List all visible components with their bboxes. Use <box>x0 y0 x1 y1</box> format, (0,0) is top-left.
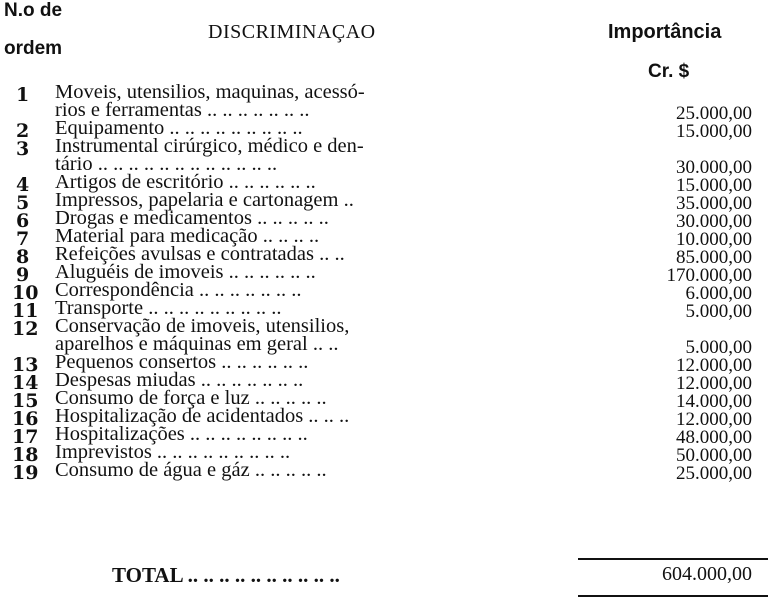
row-number: 6 <box>16 210 30 232</box>
row-amount: 5.000,00 <box>685 301 752 322</box>
row-number: 14 <box>12 372 39 394</box>
row-description: Moveis, utensilios, maquinas, acessó- <box>55 81 365 103</box>
row-description: Artigos de escritório .. .. .. .. .. .. <box>55 171 316 193</box>
total-rule-top <box>578 558 768 560</box>
column-header-amount: Importância <box>608 21 722 43</box>
row-number: 18 <box>12 444 39 466</box>
row-number: 8 <box>16 246 30 268</box>
row-description: Material para medicação .. .. .. .. <box>55 225 320 247</box>
row-description: Conservação de imoveis, utensilios, <box>55 315 350 337</box>
row-number: 13 <box>12 354 39 376</box>
row-description: Consumo de água e gáz .. .. .. .. .. <box>55 459 327 481</box>
row-number: 7 <box>16 228 30 250</box>
row-description: Equipamento .. .. .. .. .. .. .. .. .. <box>55 117 303 139</box>
row-amount: 48.000,00 <box>676 427 752 448</box>
row-description: Hospitalização de acidentados .. .. .. <box>55 405 350 427</box>
row-amount: 5.000,00 <box>685 337 752 358</box>
row-amount: 85.000,00 <box>676 247 752 268</box>
row-amount: 35.000,00 <box>676 193 752 214</box>
column-header-number-line2: ordem <box>4 38 63 59</box>
row-number: 15 <box>12 390 39 412</box>
row-number: 12 <box>12 318 39 340</box>
row-number: 11 <box>12 300 39 322</box>
row-amount: 14.000,00 <box>676 391 752 412</box>
row-amount: 30.000,00 <box>676 211 752 232</box>
row-description: Consumo de força e luz .. .. .. .. .. <box>55 387 327 409</box>
row-amount: 15.000,00 <box>676 175 752 196</box>
row-description: Imprevistos .. .. .. .. .. .. .. .. .. <box>55 441 291 463</box>
row-amount: 15.000,00 <box>676 121 752 142</box>
row-amount: 6.000,00 <box>685 283 752 304</box>
row-number: 9 <box>16 264 30 286</box>
row-description: Correspondência .. .. .. .. .. .. .. <box>55 279 302 301</box>
row-description: rios e ferramentas .. .. .. .. .. .. .. <box>55 99 310 121</box>
row-amount: 12.000,00 <box>676 355 752 376</box>
row-amount: 30.000,00 <box>676 157 752 178</box>
row-description: Instrumental cirúrgico, médico e den- <box>55 135 364 157</box>
row-description: tário .. .. .. .. .. .. .. .. .. .. .. .. <box>55 153 278 175</box>
row-number: 4 <box>16 174 30 196</box>
row-amount: 12.000,00 <box>676 409 752 430</box>
row-number: 19 <box>12 462 39 484</box>
row-description: Aluguéis de imoveis .. .. .. .. .. .. <box>55 261 316 283</box>
row-number: 5 <box>16 192 30 214</box>
row-amount: 170.000,00 <box>666 265 752 286</box>
row-number: 2 <box>16 120 30 142</box>
total-label: TOTAL .. .. .. .. .. .. .. .. .. .. <box>112 563 340 587</box>
row-description: Refeições avulsas e contratadas .. .. <box>55 243 345 265</box>
row-description: Pequenos consertos .. .. .. .. .. .. <box>55 351 309 373</box>
row-description: Drogas e medicamentos .. .. .. .. .. <box>55 207 329 229</box>
row-amount: 50.000,00 <box>676 445 752 466</box>
total-amount: 604.000,00 <box>662 563 752 585</box>
row-description: Despesas miudas .. .. .. .. .. .. .. <box>55 369 304 391</box>
column-header-number-line1: N.o de <box>4 0 63 21</box>
row-number: 1 <box>16 84 30 106</box>
column-header-description: DISCRIMINAÇAO <box>208 21 376 43</box>
row-amount: 25.000,00 <box>676 103 752 124</box>
row-number: 17 <box>12 426 39 448</box>
row-description: Hospitalizações .. .. .. .. .. .. .. .. <box>55 423 308 445</box>
row-amount: 12.000,00 <box>676 373 752 394</box>
total-rule-bottom <box>578 595 768 597</box>
row-description: aparelhos e máquinas em geral .. .. <box>55 333 339 355</box>
currency-label: Cr. $ <box>648 61 690 82</box>
row-number: 10 <box>12 282 39 304</box>
row-amount: 10.000,00 <box>676 229 752 250</box>
row-number: 3 <box>16 138 30 160</box>
row-description: Impressos, papelaria e cartonagem .. <box>55 189 354 211</box>
row-description: Transporte .. .. .. .. .. .. .. .. .. <box>55 297 282 319</box>
row-number: 16 <box>12 408 39 430</box>
row-amount: 25.000,00 <box>676 463 752 484</box>
